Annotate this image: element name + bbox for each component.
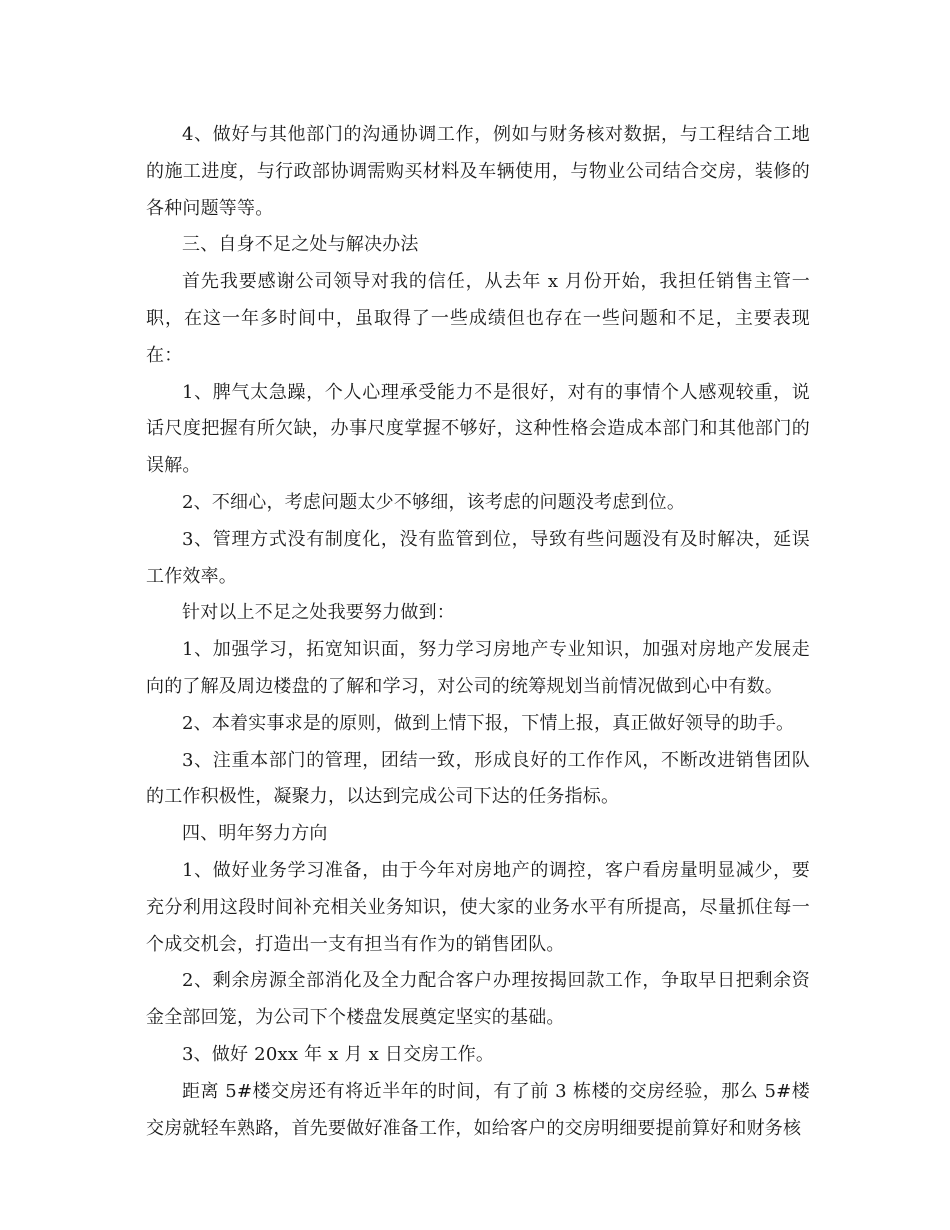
paragraph-handover-details: 距离 5#楼交房还有将近半年的时间，有了前 3 栋楼的交房经验，那么 5#楼交房就轻车熟路，首先要做好准备工作，如给客户的交房明细要提前算好和财务核 bbox=[146, 1080, 810, 1139]
paragraph-shortcoming-2: 2、不细心，考虑问题太少不够细，该考虑的问题没考虑到位。 bbox=[182, 491, 686, 513]
paragraph-shortcoming-1: 1、脾气太急躁，个人心理承受能力不是很好，对有的事情个人感观较重，说话尺度把握有所欠缺，办事尺度掌握不够好，这种性格会造成本部门和其他部门的误解。 bbox=[146, 381, 810, 477]
paragraph-improvement-3: 3、注重本部门的管理，团结一致，形成良好的工作作风，不断改进销售团队的工作积极性，凝聚力，以达到完成公司下达的任务指标。 bbox=[146, 749, 810, 808]
paragraph-plan-1: 1、做好业务学习准备，由于今年对房地产的调控，客户看房量明显减少，要充分利用这段时间补充相关业务知识，使大家的业务水平有所提高，尽量抓住每一个成交机会，打造出一支有担当有作为的销售团队。 bbox=[146, 859, 810, 955]
paragraph-plan-3: 3、做好 20xx 年 x 月 x 日交房工作。 bbox=[182, 1043, 495, 1065]
paragraph-improvement-1: 1、加强学习，拓宽知识面，努力学习房地产专业知识，加强对房地产发展走向的了解及周边楼盘的了解和学习，对公司的统筹规划当前情况做到心中有数。 bbox=[146, 639, 810, 697]
paragraph-improvement-intro: 针对以上不足之处我要努力做到： bbox=[182, 602, 455, 624]
section-heading-next-year: 四、明年努力方向 bbox=[182, 823, 328, 845]
paragraph-improvement-2: 2、本着实事求是的原则，做到上情下报，下情上报，真正做好领导的助手。 bbox=[182, 712, 795, 734]
document-body bbox=[146, 117, 810, 1147]
section-heading-shortcomings: 三、自身不足之处与解决办法 bbox=[182, 234, 419, 256]
paragraph-intro-shortcomings: 首先我要感谢公司领导对我的信任，从去年 x 月份开始，我担任销售主管一职，在这一年多时间中，虽取得了一些成绩但也存在一些问题和不足，主要表现在： bbox=[146, 271, 810, 366]
paragraph-shortcoming-3: 3、管理方式没有制度化，没有监管到位，导致有些问题没有及时解决，延误工作效率。 bbox=[146, 528, 810, 587]
paragraph-plan-2: 2、剩余房源全部消化及全力配合客户办理按揭回款工作，争取早日把剩余资金全部回笼，为公司下个楼盘发展奠定坚实的基础。 bbox=[146, 970, 810, 1029]
paragraph-item-4-communication: 4、做好与其他部门的沟通协调工作，例如与财务核对数据，与工程结合工地的施工进度，与行政部协调需购买材料及车辆使用，与物业公司结合交房，装修的各种问题等等。 bbox=[146, 124, 810, 219]
